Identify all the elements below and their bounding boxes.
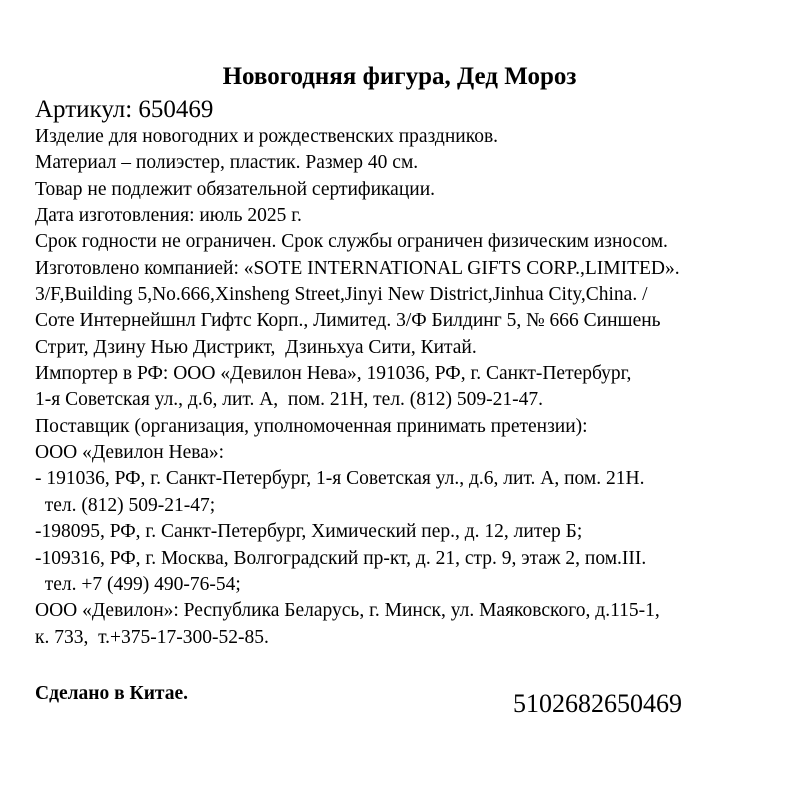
article-number: Артикул: 650469: [35, 96, 214, 123]
country-of-origin: Сделано в Китае.: [35, 683, 189, 704]
label-line: Товар не подлежит обязательной сертификации.: [35, 178, 436, 200]
label-line: Дата изготовления: июль 2025 г.: [35, 205, 302, 227]
label-line: 3/F,Building 5,No.666,Xinsheng Street,Jinyi New District,Jinhua City,China. /: [35, 284, 648, 306]
label-line: ООО «Девилон»: Республика Беларусь, г. Минск, ул. Маяковского, д.115-1,: [35, 600, 660, 622]
label-body: [35, 124, 790, 651]
label-line: ООО «Девилон Нева»:: [35, 442, 225, 464]
label-line: Изделие для новогодних и рождественских праздников.: [35, 126, 499, 147]
label-line: Стрит, Дзину Нью Дистрикт, Дзиньхуа Сити, Китай.: [35, 336, 477, 358]
label-line: -198095, РФ, г. Санкт-Петербург, Химический пер., д. 12, литер Б;: [35, 521, 583, 543]
product-title: Новогодняя фигура, Дед Мороз: [222, 63, 577, 90]
label-line: тел. (812) 509-21-47;: [35, 494, 216, 516]
label-line: 1-я Советская ул., д.6, лит. А, пом. 21Н, тел. (812) 509-21-47.: [35, 389, 544, 411]
label-line: -109316, РФ, г. Москва, Волгоградский пр-кт, д. 21, стр. 9, этаж 2, пом.III.: [35, 547, 647, 569]
label-line: - 191036, РФ, г. Санкт-Петербург, 1-я Советская ул., д.6, лит. А, пом. 21Н.: [35, 468, 645, 490]
label-line: Импортер в РФ: ООО «Девилон Нева», 191036, РФ, г. Санкт-Петербург,: [35, 363, 632, 385]
label-line: Изготовлено компанией: «SOTE INTERNATIONAL GIFTS CORP.,LIMITED».: [35, 257, 680, 279]
label-line: тел. +7 (499) 490-76-54;: [35, 573, 241, 595]
label-line: Поставщик (организация, уполномоченная принимать претензии):: [35, 415, 588, 437]
barcode-number: 5102682650469: [513, 689, 682, 718]
label-line: Материал – полиэстер, пластик. Размер 40 см.: [35, 152, 419, 174]
label-line: к. 733, т.+375-17-300-52-85.: [35, 626, 269, 648]
label-line: Соте Интернейшнл Гифтс Корп., Лимитед. 3/Ф Билдинг 5, № 666 Синшень: [35, 310, 661, 332]
label-line: Срок годности не ограничен. Срок службы ограничен физическим износом.: [35, 231, 668, 253]
